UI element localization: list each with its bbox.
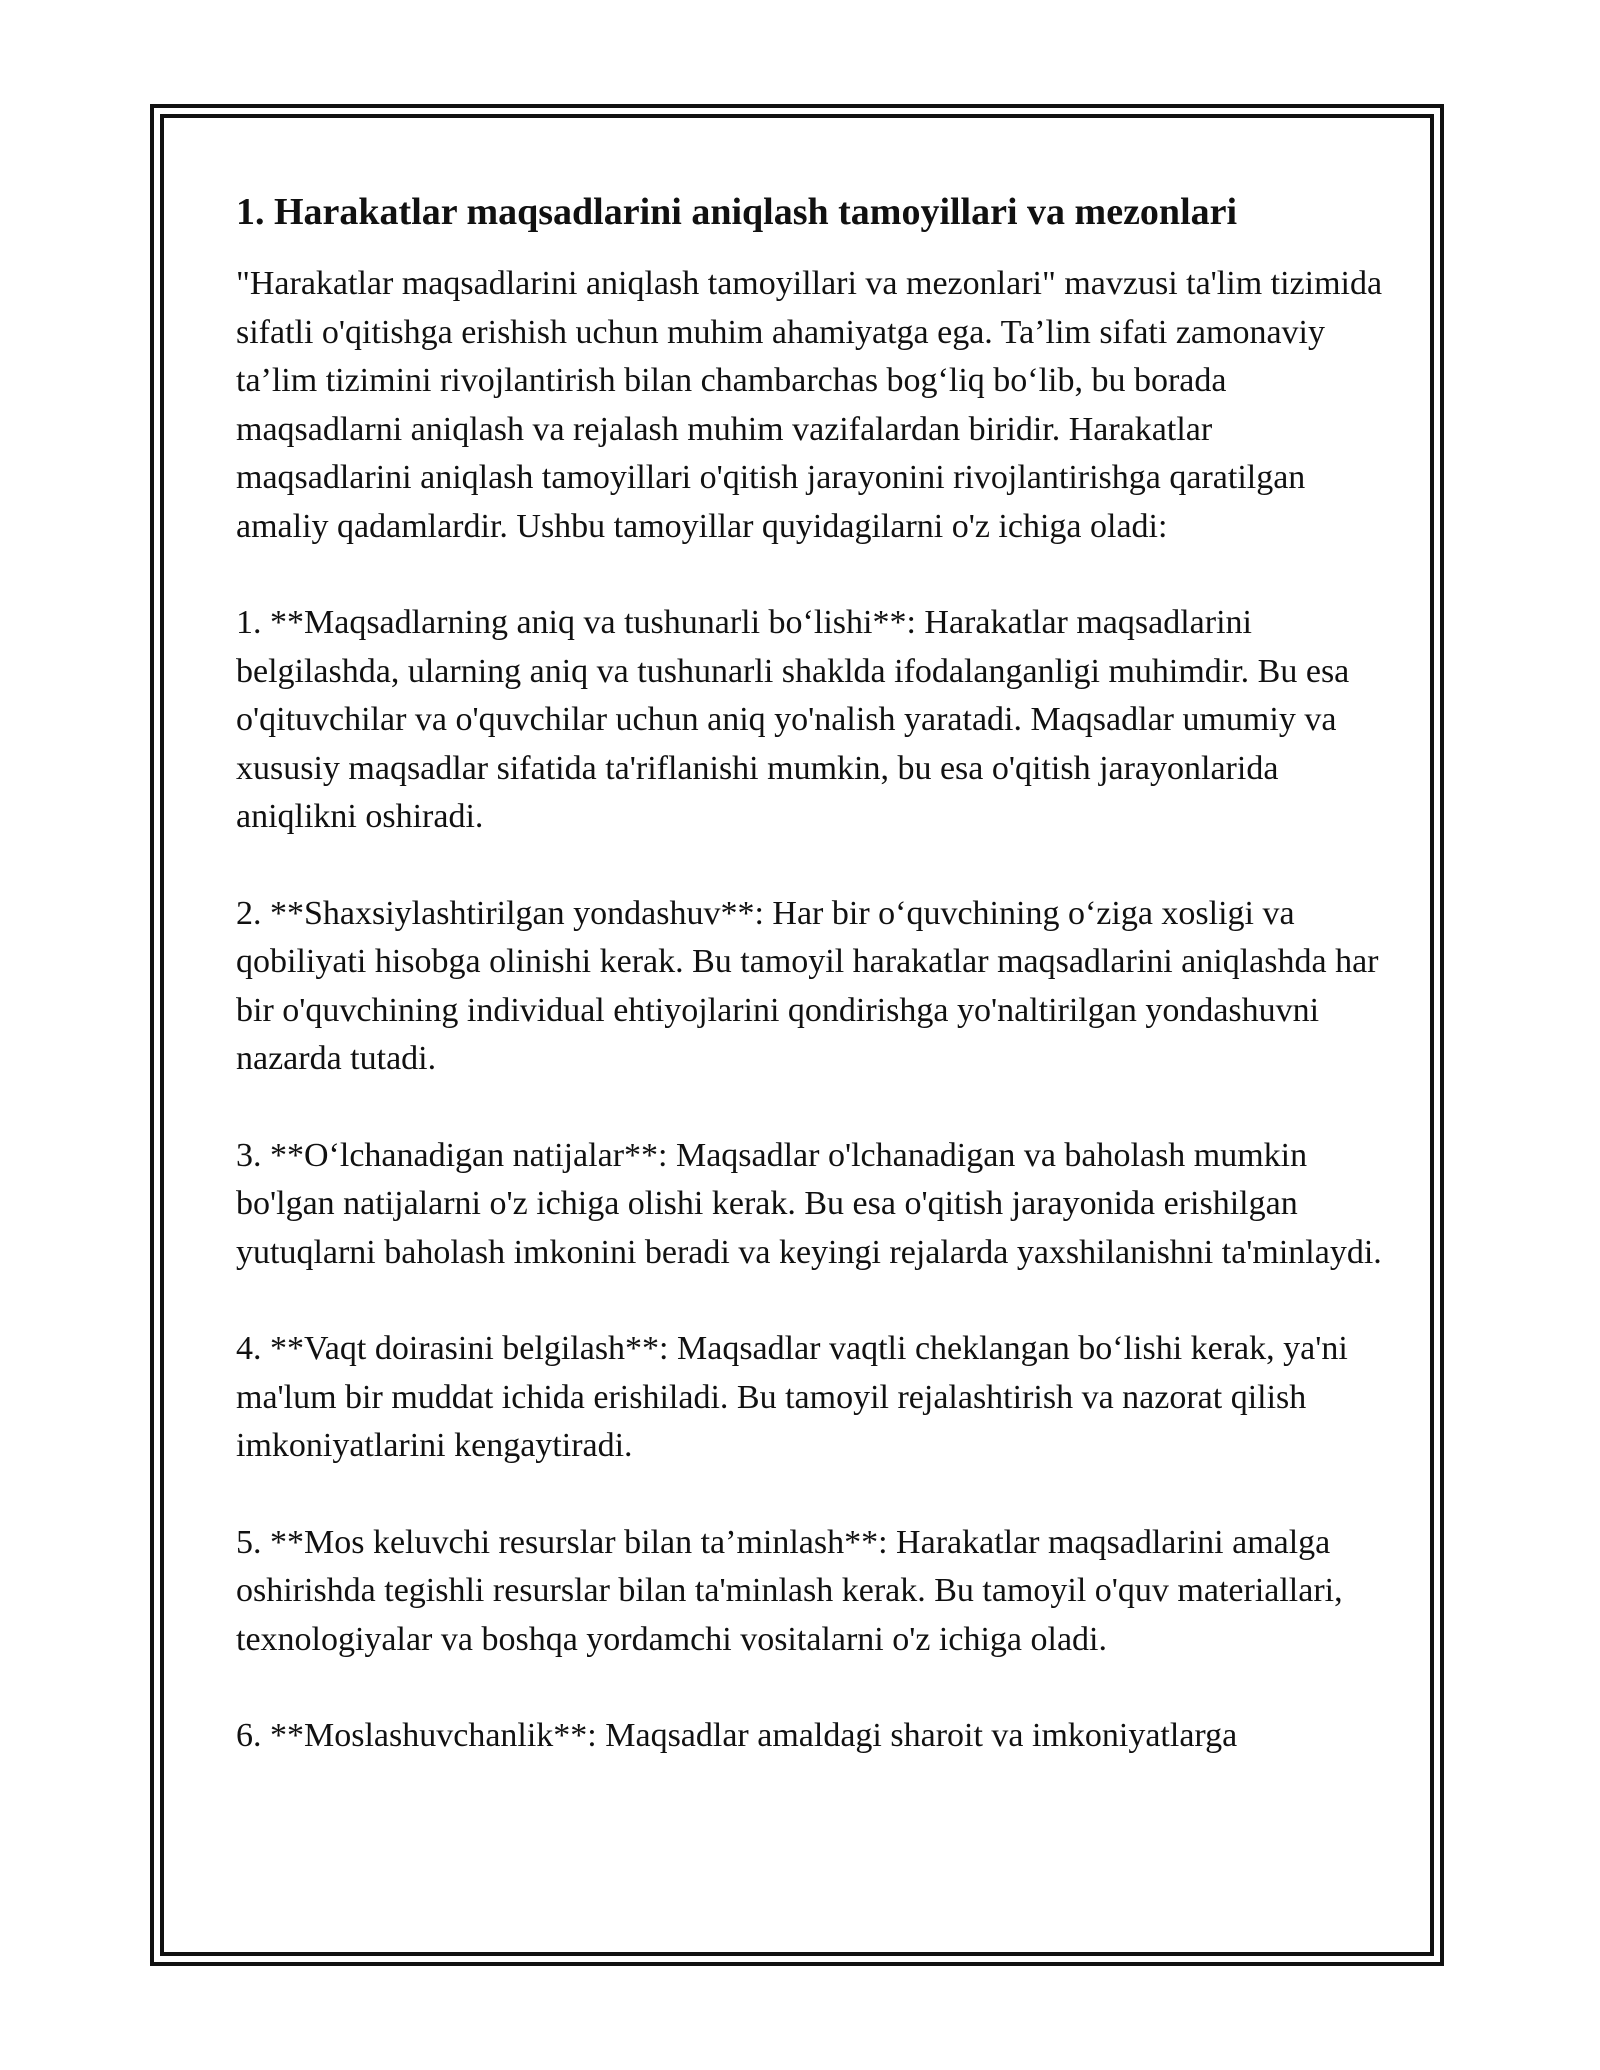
intro-paragraph: "Harakatlar maqsadlarini aniqlash tamoyillari va mezonlari" mavzusi ta'lim tizimida sifatli o'qitishga erishish uchun muhim ahamiyatga ega. Ta’lim sifati zamonaviy ta’lim tizimini rivojlantirish bilan chambarchas bog‘liq bo‘lib, bu borada maqsadlarni aniqlash va rejalash muhim vazifalardan biridir. Harakatlar maqsadlarini aniqlash tamoyillari o'qitish jarayonini rivojlantirishga qaratilgan amaliy qadamlardir. Ushbu tamoyillar quyidagilarni o'z ichiga oladi: — [236, 265, 1383, 545]
document-body — [236, 186, 1386, 1761]
list-item: 5. **Mos keluvchi resurslar bilan ta’minlash**: Harakatlar maqsadlarini amalga oshirishda tegishli resurslar bilan ta'minlash kerak. Bu tamoyil o'quv materiallari, texnologiyalar va boshqa yordamchi vositalarni o'z ichiga oladi. — [236, 1523, 1343, 1658]
list-item: 1. **Maqsadlarning aniq va tushunarli bo‘lishi**: Harakatlar maqsadlarini belgilashda, ularning aniq va tushunarli shakldа ifodalanganligi muhimdir. Bu esa o'qituvchilar va o'quvchilar uchun aniq yo'nalish yaratadi. Maqsadlar umumiy va xususiy maqsadlar sifatida ta'riflanishi mumkin, bu esa o'qitish jarayonlarida aniqlikni oshiradi. — [236, 604, 1350, 835]
list-item: 2. **Shaxsiylashtirilgan yondashuv**: Har bir o‘quvchining o‘ziga xosligi va qobiliyati hisobga olinishi kerak. Bu tamoyil harakatlar maqsadlarini aniqlashda har bir o'quvchining individual ehtiyojlarini qondirishga yo'naltirilgan yondashuvni nazarda tutadi. — [236, 894, 1379, 1077]
list-item: 4. **Vaqt doirasini belgilash**: Maqsadlar vaqtli cheklangan bo‘lishi kerak, ya'ni ma'lum bir muddat ichida erishiladi. Bu tamoyil rejalashtirish va nazorat qilish imkoniyatlarini kengaytiradi. — [236, 1330, 1348, 1464]
page-title: 1. Harakatlar maqsadlarini aniqlash tamoyillari va mezonlari — [236, 191, 1238, 233]
list-item: 6. **Moslashuvchanlik**: Maqsadlar amaldagi sharoit va imkoniyatlarga — [236, 1717, 1238, 1754]
list-item: 3. **O‘lchanadigan natijalar**: Maqsadlar o'lchanadigan va baholash mumkin bo'lgan natijalarni o'z ichiga olishi kerak. Bu esa o'qitish jarayonida erishilgan yutuqlarni baholash imkonini beradi va keyingi rejalarda yaxshilanishni ta'minlaydi. — [236, 1136, 1382, 1271]
